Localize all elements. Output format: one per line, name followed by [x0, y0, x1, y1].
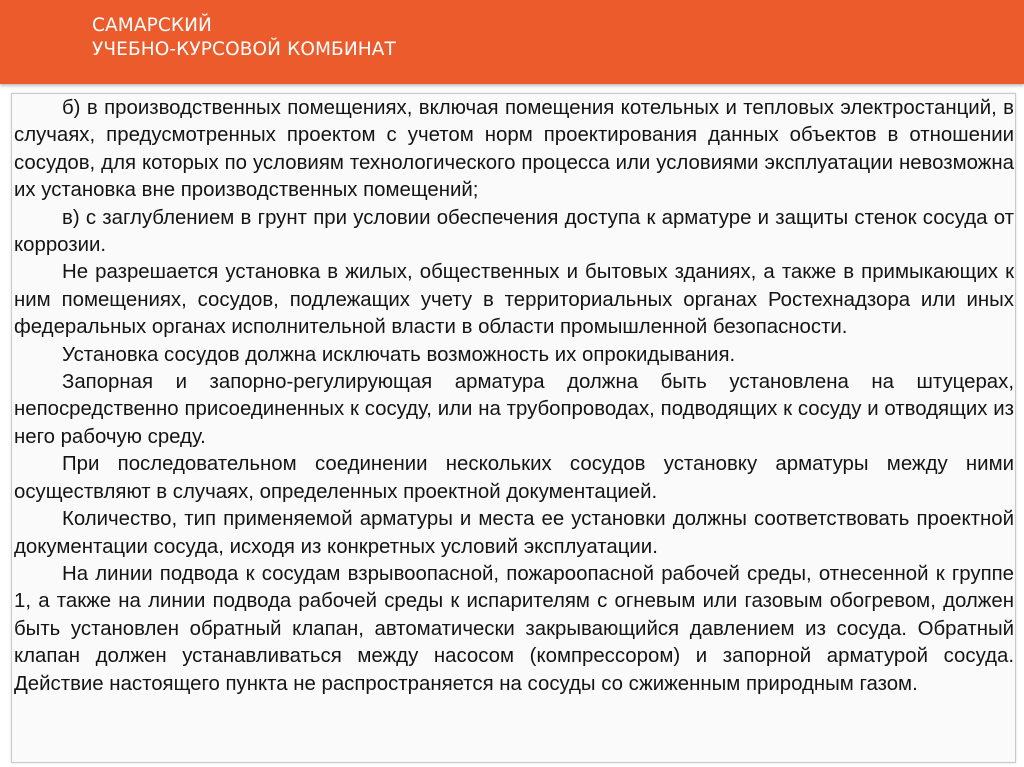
- paragraph-tipping: Установка сосудов должна исключать возможность их опрокидывания.: [62, 343, 736, 366]
- paragraph-check-valve: На линии подвода к сосудам взрывоопасной, пожароопасной рабочей среды, отнесенной к группе 1, а также на линии подвода рабочей среды к испарителям с огневым или газовым обогревом, должен быть установлен обратный клапан, автоматически закрывающийся давлением из сосуда. Обратный клапан должен устанавливаться между насосом (компрессором) и запорной арматурой сосуда. Действие настоящего пункта не распространяется на сосуды со сжиженным природным газом.: [14, 562, 1014, 695]
- paragraph-valves: Запорная и запорно-регулирующая арматура должна быть установлена на штуцерах, непосредственно присоединенных к сосуду, или на трубопроводах, подводящих к сосуду и отводящих из него рабочую среду.: [14, 371, 1014, 448]
- paragraph-item-b: б) в производственных помещениях, включая помещения котельных и тепловых электростанций, в случаях, предусмотренных проектом с учетом норм проектирования данных объектов в отношении сосудов, для которых по условиям технологического процесса или условиями эксплуатации невозможна их установка вне производственных помещений;: [14, 97, 1014, 202]
- paragraph-valve-quantity: Количество, тип применяемой арматуры и места ее установки должны соответствовать проектной документации сосуда, исходя из конкретных условий эксплуатации.: [14, 508, 1014, 558]
- brand-line-2: УЧЕБНО-КУРСОВОЙ КОМБИНАТ: [92, 39, 396, 60]
- paragraph-series-connection: При последовательном соединении нескольких сосудов установку арматуры между ними осуществляют в случаях, определенных проектной документацией.: [14, 453, 1014, 503]
- brand-line-1: САМАРСКИЙ: [92, 15, 212, 36]
- paragraph-prohibition: Не разрешается установка в жилых, общественных и бытовых зданиях, а также в примыкающих к ним помещениях, сосудов, подлежащих учету в территориальных органах Ростехнадзора или иных федеральных органах исполнительной власти в области промышленной безопасности.: [14, 261, 1014, 339]
- slide-content-box: [11, 93, 1016, 763]
- paragraph-item-v: в) с заглублением в грунт при условии обеспечения доступа к арматуре и защиты стенок сосуда от коррозии.: [14, 206, 1014, 257]
- brand-logo-text: [92, 14, 396, 62]
- header-banner: [0, 0, 1024, 84]
- body-text: [14, 95, 1014, 698]
